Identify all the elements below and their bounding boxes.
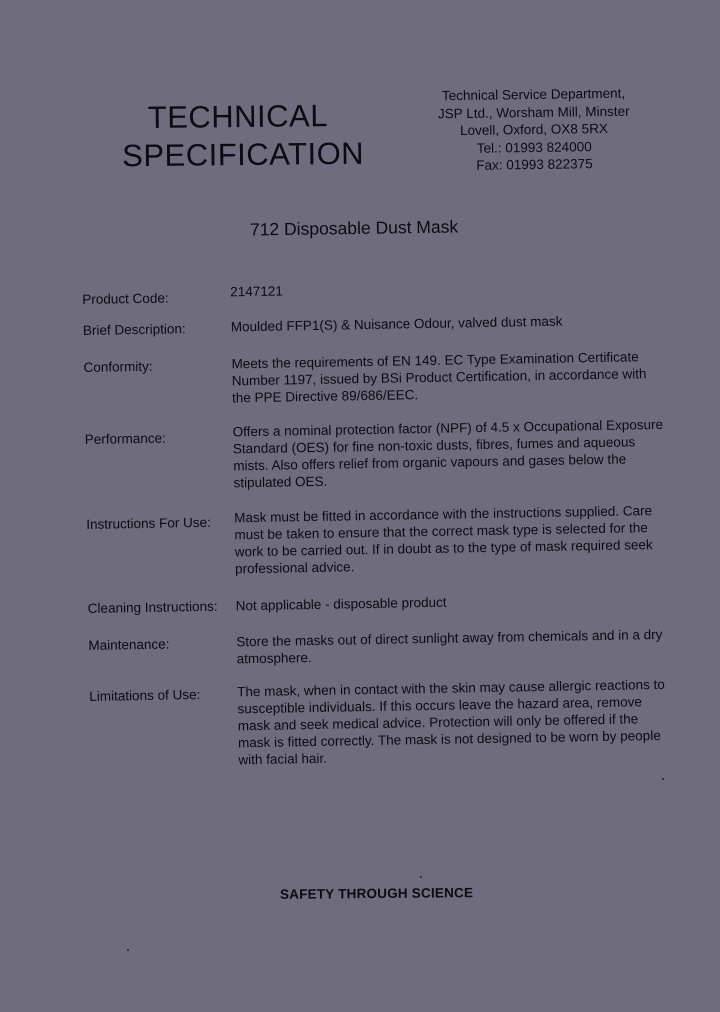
spec-row-maintenance [88,625,688,667]
spec-row-product-code [82,276,682,307]
spec-row-instructions-for-use [86,501,686,577]
scan-speck [420,876,422,878]
spec-value: Moulded FFP1(S) & Nuisance Odour, valved dust mask [230,313,563,335]
spec-row-brief-description [82,311,683,338]
spec-row-performance [84,416,685,491]
spec-label: Cleaning Instructions: [87,598,218,616]
spec-label: Product Code: [82,290,169,307]
address-line: JSP Ltd., Worsham Mill, Minster [437,103,630,121]
spec-value: Not applicable - disposable product [235,594,447,614]
address-line: Tel.: 01993 824000 [476,138,592,156]
address-line: Technical Service Department, [441,85,626,104]
spec-value: Meets the requirements of EN 149. EC Type Examination Certificate Number 1197, issued by BSi Product Certification, in accordance with the PPE Directive 89/686/EEC. [231,349,647,406]
scan-speck [127,949,129,951]
spec-list [82,270,682,768]
title-line-1: TECHNICAL [147,98,329,135]
spec-value: The mask, when in contact with the skin may cause allergic reactions to susceptible individuals. If this occurs leave the hazard area, remove mask and seek medical advice. Protection will only be offered if the mask is fitted correctly. The mask is not designed to be worn by people with facial hair. [237,676,665,768]
address-line: Fax: 01993 822375 [476,156,593,173]
document-title [122,97,365,176]
company-address [415,84,652,175]
spec-label: Performance: [84,430,166,447]
spec-value: 2147121 [230,283,283,300]
title-line-2: SPECIFICATION [122,135,365,174]
address-line: Lovell, Oxford, OX8 5RX [459,120,609,139]
spec-label: Limitations of Use: [89,686,201,704]
spec-value: Offers a nominal protection factor (NPF) of 4.5 x Occupational Exposure Standard (OES) for fine non-toxic dusts, fibres, fumes and aqueous mists. Also offers relief from organic vapours and gases below the stipulated OES. [232,416,664,491]
spec-value: Store the masks out of direct sunlight away from chemicals and in a dry atmosphere. [236,626,663,667]
spec-label: Conformity: [83,358,153,375]
spec-label: Brief Description: [82,321,186,338]
scan-speck [662,778,664,780]
product-heading: 712 Disposable Dust Mask [249,216,459,240]
spec-value: Mask must be fitted in accordance with the instructions supplied. Care must be taken to ensure that the correct mask type is selected for the work to be carried out. If in doubt as to the type of mask required seek professional advice. [234,503,653,577]
spec-label: Maintenance: [88,636,170,653]
spec-row-conformity [83,348,683,406]
footer-tagline: SAFETY THROUGH SCIENCE [279,885,474,902]
spec-row-limitations-of-use [89,675,689,768]
spec-row-cleaning-instructions [87,589,688,616]
spec-label: Instructions For Use: [86,514,211,532]
